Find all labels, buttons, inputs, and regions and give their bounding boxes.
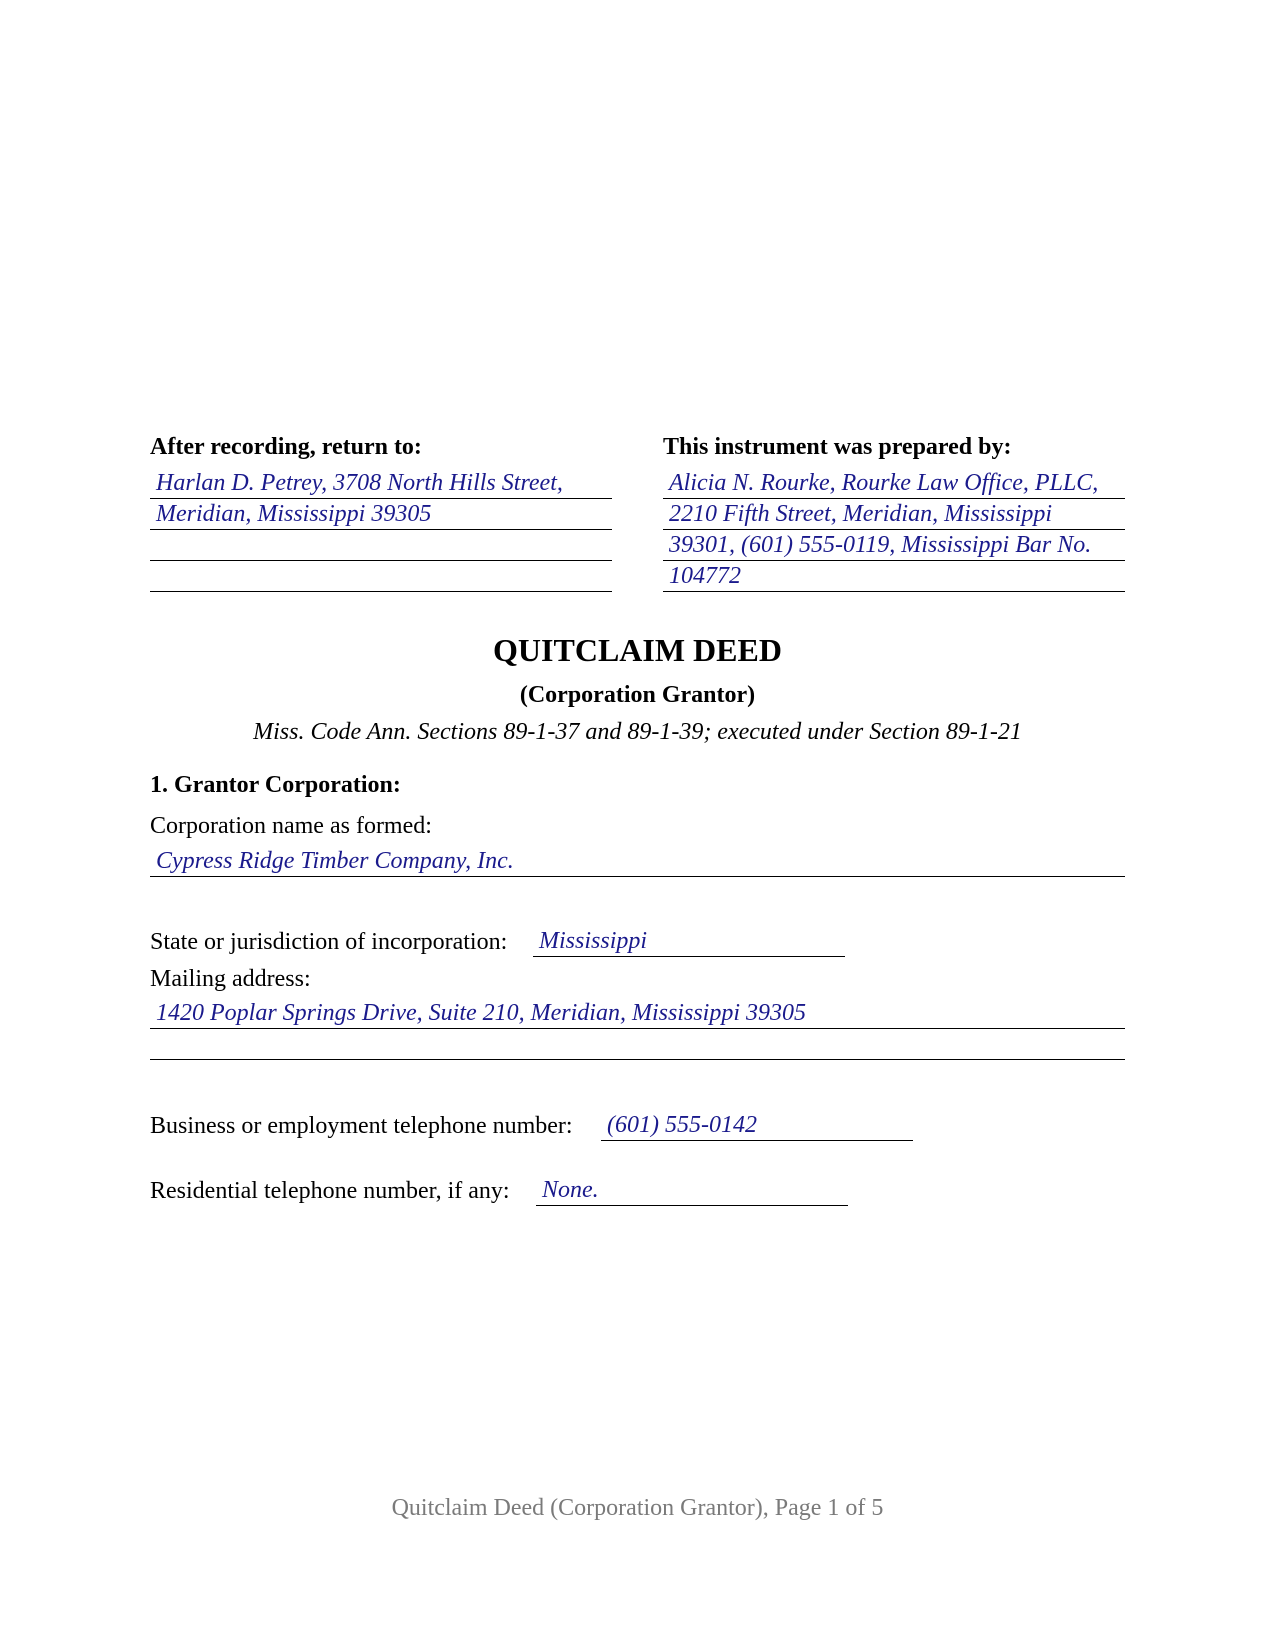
mailing-address-line-1[interactable]: 1420 Poplar Springs Drive, Suite 210, Meridian, Mississippi 39305: [150, 998, 1125, 1029]
prepared-by-line-1[interactable]: Alicia N. Rourke, Rourke Law Office, PLLC,: [663, 468, 1125, 499]
residential-phone-label: Residential telephone number, if any:: [150, 1178, 510, 1204]
state-incorporation-field[interactable]: Mississippi: [533, 926, 845, 957]
state-incorporation-label: State or jurisdiction of incorporation:: [150, 929, 508, 955]
residential-phone-field[interactable]: None.: [536, 1175, 848, 1206]
business-phone-label: Business or employment telephone number:: [150, 1113, 573, 1139]
document-subtitle: (Corporation Grantor): [519, 682, 756, 708]
return-to-line-1[interactable]: Harlan D. Petrey, 3708 North Hills Street,: [150, 468, 612, 499]
statute-citation: Miss. Code Ann. Sections 89-1-37 and 89-1-39; executed under Section 89-1-21: [253, 719, 1022, 745]
page-footer: Quitclaim Deed (Corporation Grantor), Page 1 of 5: [391, 1495, 884, 1521]
business-phone-field[interactable]: (601) 555-0142: [601, 1110, 913, 1141]
return-to-line-2[interactable]: Meridian, Mississippi 39305: [150, 499, 612, 530]
return-to-heading: After recording, return to:: [150, 434, 422, 460]
prepared-by-line-3[interactable]: 39301, (601) 555-0119, Mississippi Bar No.: [663, 530, 1125, 561]
prepared-by-line-4[interactable]: 104772: [663, 561, 1125, 592]
prepared-by-heading: This instrument was prepared by:: [663, 434, 1012, 460]
corporation-name-field[interactable]: Cypress Ridge Timber Company, Inc.: [150, 846, 1125, 877]
document-title: QUITCLAIM DEED: [493, 632, 782, 668]
mailing-address-label: Mailing address:: [150, 966, 311, 992]
prepared-by-line-2[interactable]: 2210 Fifth Street, Meridian, Mississippi: [663, 499, 1125, 530]
return-to-line-3[interactable]: [150, 530, 612, 561]
mailing-address-line-2[interactable]: [150, 1029, 1125, 1060]
return-to-line-4[interactable]: [150, 561, 612, 592]
document-page: [150, 0, 1125, 1650]
corporation-name-label: Corporation name as formed:: [150, 813, 432, 839]
section-heading-grantor: 1. Grantor Corporation:: [150, 772, 401, 798]
